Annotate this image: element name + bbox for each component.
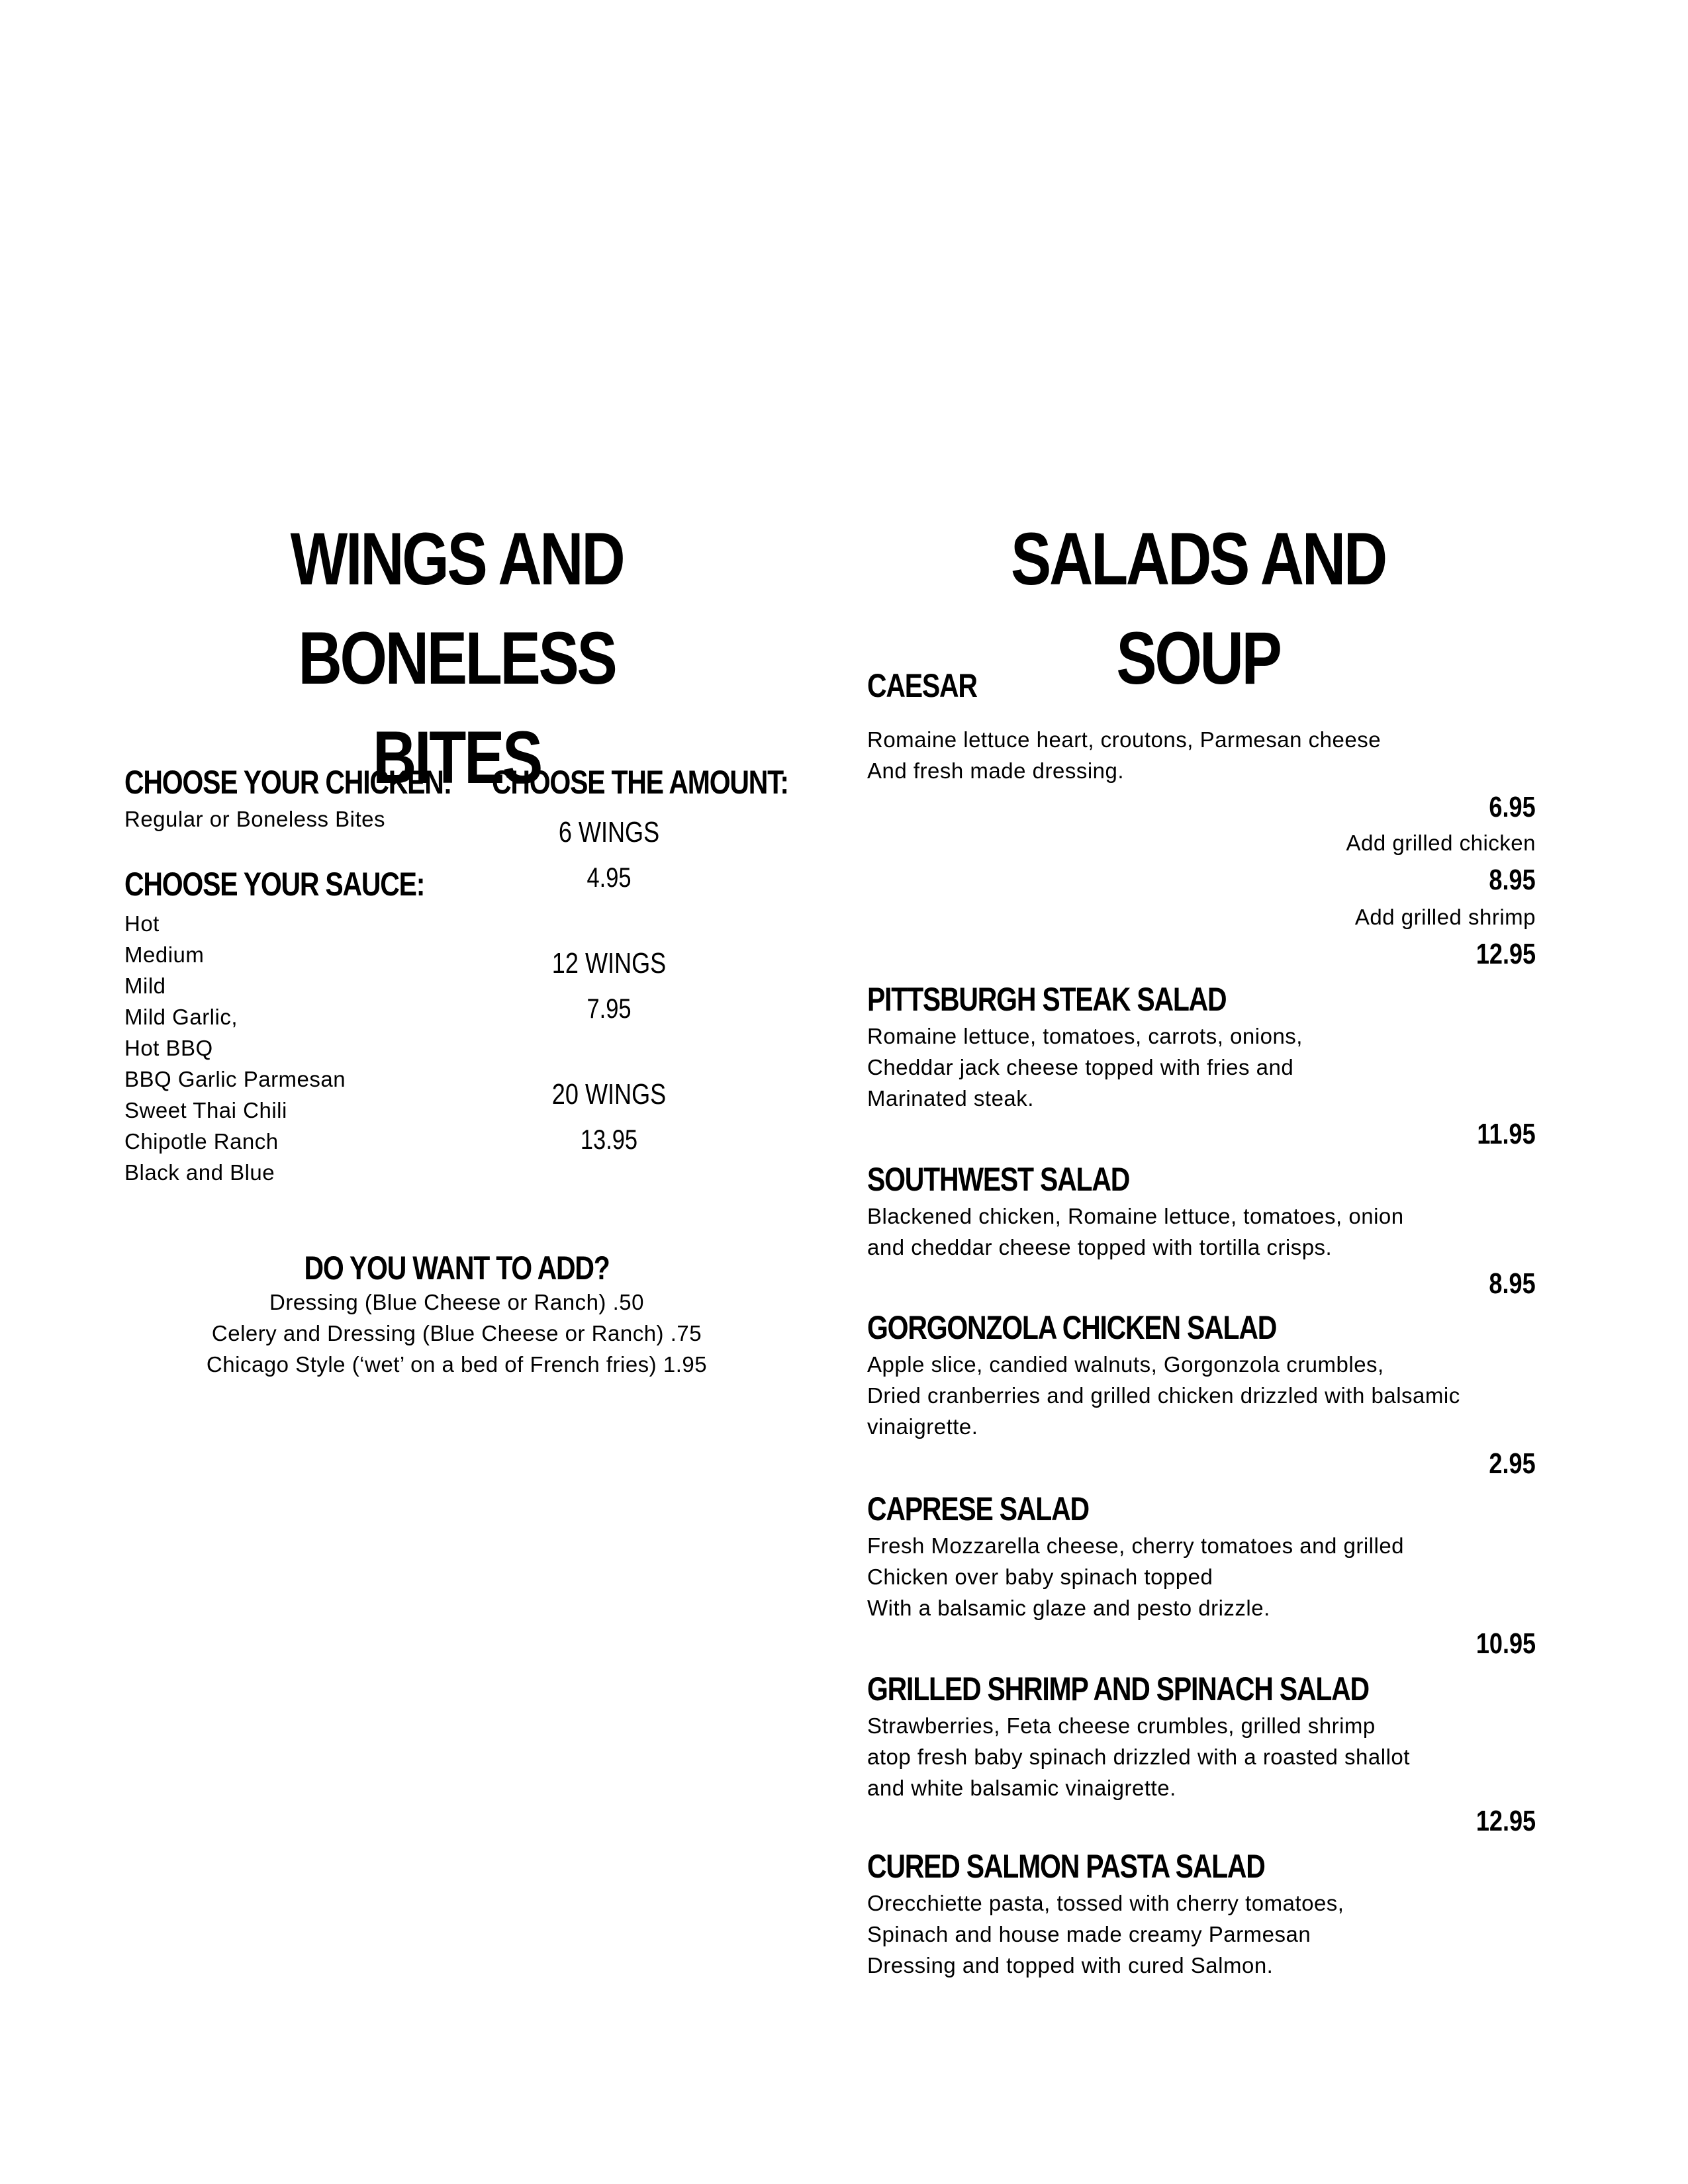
- menu-item-pittsburgh-steak-salad: [867, 981, 1536, 1114]
- amount-price: 7.95: [586, 993, 632, 1024]
- menu-item-grilled-shrimp-spinach-salad: [867, 1670, 1536, 1803]
- wings-title-line2: BITES: [372, 716, 541, 799]
- choose-sauce-heading: CHOOSE YOUR SAUCE:: [124, 866, 425, 903]
- menu-item-cured-salmon-pasta-salad: [867, 1848, 1536, 1981]
- menu-item-gorgonzola-chicken-salad: [867, 1309, 1536, 1442]
- menu-item-caesar: [867, 667, 1536, 786]
- description-line: vinaigrette.: [867, 1414, 978, 1439]
- menu-item-caprese-salad: [867, 1490, 1536, 1623]
- item-price-southwest: 8.95: [1489, 1267, 1536, 1300]
- addon-chicken-label: Add grilled chicken: [1346, 831, 1536, 855]
- item-price-caprese: 10.95: [1476, 1627, 1536, 1660]
- description-line: And fresh made dressing.: [867, 758, 1125, 783]
- item-name: PITTSBURGH STEAK SALAD: [867, 981, 1227, 1018]
- item-description: [867, 1710, 1536, 1803]
- sauce-item: BBQ Garlic Parmesan: [124, 1067, 346, 1091]
- item-name: GORGONZOLA CHICKEN SALAD: [867, 1309, 1277, 1346]
- description-line: and cheddar cheese topped with tortilla crisps.: [867, 1235, 1333, 1259]
- item-description: [867, 1021, 1536, 1114]
- item-name: CAESAR: [867, 667, 977, 704]
- item-price-shrimp-spinach: 12.95: [1476, 1805, 1536, 1837]
- item-price-caesar: 6.95: [1489, 791, 1536, 823]
- wings-title-line1: WINGS AND BONELESS: [290, 518, 624, 700]
- description-line: Cheddar jack cheese topped with fries and: [867, 1055, 1294, 1079]
- item-description: [867, 1530, 1536, 1623]
- amount-label: 6 WINGS: [558, 816, 660, 848]
- description-line: Marinated steak.: [867, 1086, 1034, 1111]
- item-description: [867, 1201, 1536, 1263]
- item-price-pittsburgh: 11.95: [1477, 1118, 1536, 1150]
- choose-chicken-heading: CHOOSE YOUR CHICKEN:: [124, 764, 452, 801]
- description-line: Strawberries, Feta cheese crumbles, grilled shrimp: [867, 1713, 1376, 1738]
- description-line: Orecchiette pasta, tossed with cherry tomatoes,: [867, 1891, 1344, 1915]
- description-line: and white balsamic vinaigrette.: [867, 1776, 1176, 1800]
- sauce-list: [124, 908, 346, 1188]
- sauce-item: Medium: [124, 942, 205, 967]
- addons-list: [126, 1287, 788, 1380]
- description-line: Apple slice, candied walnuts, Gorgonzola crumbles,: [867, 1352, 1384, 1377]
- description-line: With a balsamic glaze and pesto drizzle.: [867, 1596, 1270, 1620]
- amount-option-6: [533, 813, 685, 897]
- description-line: Spinach and house made creamy Parmesan: [867, 1922, 1311, 1946]
- amount-price: 13.95: [580, 1124, 638, 1155]
- description-line: Dressing and topped with cured Salmon.: [867, 1953, 1274, 1978]
- chicken-options-text: Regular or Boneless Bites: [124, 807, 386, 831]
- item-description: [867, 724, 1536, 786]
- description-line: Chicken over baby spinach topped: [867, 1565, 1213, 1589]
- sauce-item: Hot: [124, 911, 160, 936]
- item-name: CAPRESE SALAD: [867, 1490, 1089, 1527]
- item-price-gorgonzola: 2.95: [1489, 1447, 1536, 1480]
- sauce-item: Black and Blue: [124, 1160, 275, 1185]
- salads-section-title: SALADS AND SOUP: [1011, 518, 1385, 700]
- sauce-item: Mild: [124, 974, 166, 998]
- item-name: CURED SALMON PASTA SALAD: [867, 1848, 1265, 1885]
- amount-label: 20 WINGS: [551, 1078, 667, 1111]
- amount-option-20: [533, 1075, 685, 1160]
- addon-item: Chicago Style (‘wet’ on a bed of French fries) 1.95: [206, 1352, 708, 1377]
- item-name: SOUTHWEST SALAD: [867, 1161, 1130, 1198]
- item-description: [867, 1349, 1536, 1442]
- description-line: Fresh Mozzarella cheese, cherry tomatoes and grilled: [867, 1533, 1405, 1558]
- amount-label: 12 WINGS: [551, 947, 667, 979]
- addon-shrimp-label: Add grilled shrimp: [1354, 905, 1536, 929]
- choose-amount-heading: CHOOSE THE AMOUNT:: [492, 764, 788, 801]
- addon-shrimp-price: 12.95: [1476, 938, 1536, 970]
- amount-price: 4.95: [586, 862, 632, 893]
- item-name: GRILLED SHRIMP AND SPINACH SALAD: [867, 1670, 1369, 1707]
- description-line: Romaine lettuce heart, croutons, Parmesan cheese: [867, 727, 1382, 752]
- sauce-item: Sweet Thai Chili: [124, 1098, 287, 1122]
- item-description: [867, 1888, 1536, 1981]
- sauce-item: Mild Garlic,: [124, 1005, 238, 1029]
- sauce-item: Hot BBQ: [124, 1036, 213, 1060]
- description-line: Blackened chicken, Romaine lettuce, tomatoes, onion: [867, 1204, 1404, 1228]
- sauce-item: Chipotle Ranch: [124, 1129, 279, 1154]
- amount-option-12: [533, 944, 685, 1028]
- description-line: Dried cranberries and grilled chicken drizzled with balsamic: [867, 1383, 1460, 1408]
- addon-item: Celery and Dressing (Blue Cheese or Ranch) .75: [211, 1321, 702, 1345]
- addons-heading: DO YOU WANT TO ADD?: [304, 1250, 610, 1287]
- addon-chicken-price: 8.95: [1489, 864, 1536, 896]
- description-line: atop fresh baby spinach drizzled with a roasted shallot: [867, 1745, 1410, 1769]
- menu-item-southwest-salad: [867, 1161, 1536, 1263]
- description-line: Romaine lettuce, tomatoes, carrots, onions,: [867, 1024, 1303, 1048]
- addon-item: Dressing (Blue Cheese or Ranch) .50: [269, 1290, 644, 1314]
